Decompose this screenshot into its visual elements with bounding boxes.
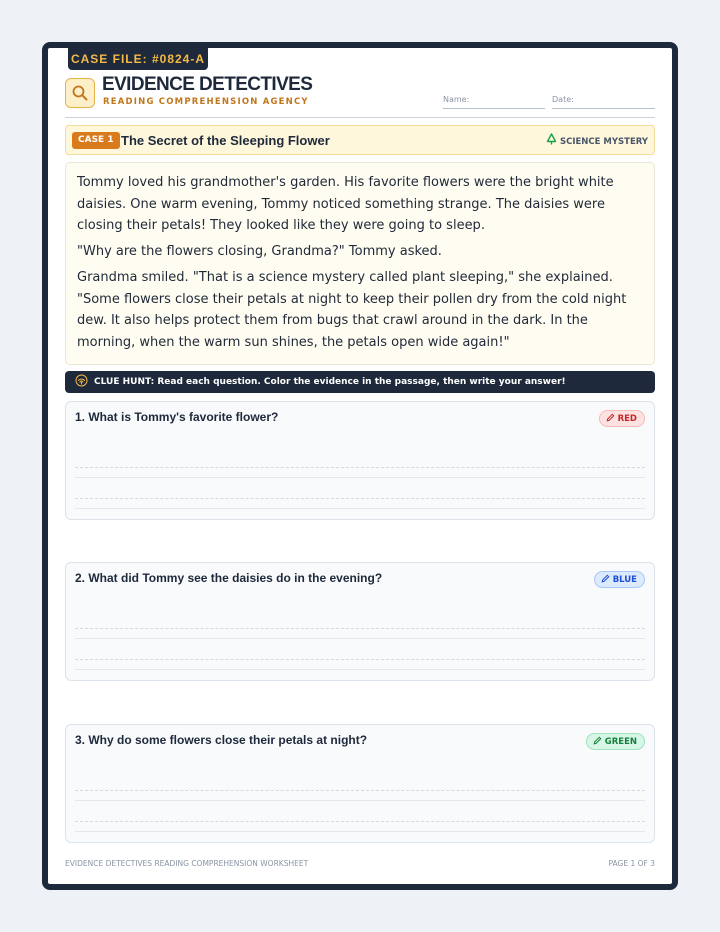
brand-title: EVIDENCE DETECTIVES: [102, 74, 313, 95]
tag-label: BLUE: [612, 574, 637, 585]
answer-line[interactable]: [75, 638, 645, 639]
date-label: Date:: [552, 95, 574, 104]
case-badge: CASE 1: [72, 132, 120, 149]
answer-line[interactable]: [75, 669, 645, 670]
answer-line[interactable]: [75, 467, 645, 468]
color-tag-red: [599, 410, 645, 427]
genre-text: SCIENCE MYSTERY: [559, 136, 648, 147]
pencil-icon: [601, 574, 610, 586]
color-tag-blue: [594, 571, 645, 588]
passage-paragraph: Grandma smiled. "That is a science mystery called plant sleeping," she explained. "Some flowers close their petals at night to keep their pollen dry from the cold night dew. It also helps protect them from bugs that crawl around in the dark. In the morning, when the warm sun shines, the petals open wide again!": [77, 269, 627, 350]
answer-line[interactable]: [75, 628, 645, 629]
date-field[interactable]: [552, 108, 655, 109]
answer-line[interactable]: [75, 800, 645, 801]
tag-label: GREEN: [604, 736, 637, 747]
question-text: 1. What is Tommy's favorite flower?: [75, 410, 279, 424]
brand-subtitle: READING COMPREHENSION AGENCY: [103, 97, 309, 107]
color-tag-green: [586, 733, 645, 750]
fingerprint-icon: [75, 374, 88, 390]
case-header: [65, 125, 655, 155]
page-number: PAGE 1 OF 3: [608, 859, 655, 868]
passage-paragraph: "Why are the flowers closing, Grandma?" Tommy asked.: [77, 244, 442, 260]
worksheet-page: [42, 42, 678, 890]
tag-label: RED: [617, 413, 637, 424]
passage-paragraph: Tommy loved his grandmother's garden. His favorite flowers were the bright white daisies. One warm evening, Tommy noticed something strange. The daisies were closing their petals! They looked like they were going to sleep.: [77, 175, 614, 234]
genre-label: [546, 133, 648, 150]
answer-line[interactable]: [75, 498, 645, 499]
name-label: Name:: [443, 95, 470, 104]
answer-line[interactable]: [75, 508, 645, 509]
question-card: [65, 562, 655, 681]
question-text: 3. Why do some flowers close their petals at night?: [75, 733, 368, 747]
clue-hunt-banner: [65, 371, 655, 393]
answer-line[interactable]: [75, 790, 645, 791]
case-title: The Secret of the Sleeping Flower: [121, 133, 330, 148]
magnifier-icon: [65, 78, 95, 108]
case-file-tab: CASE FILE: #0824-A: [68, 48, 208, 70]
question-card: [65, 724, 655, 843]
question-text: 2. What did Tommy see the daisies do in the evening?: [75, 571, 383, 585]
answer-line[interactable]: [75, 821, 645, 822]
question-card: [65, 401, 655, 520]
footer-title: EVIDENCE DETECTIVES READING COMPREHENSION WORKSHEET: [65, 859, 309, 868]
name-field[interactable]: [443, 108, 545, 109]
tree-icon: [546, 133, 557, 150]
answer-line[interactable]: [75, 477, 645, 478]
pencil-icon: [606, 413, 615, 425]
answer-line[interactable]: [75, 659, 645, 660]
header-divider: [65, 117, 655, 118]
pencil-icon: [593, 736, 602, 748]
clue-hunt-text: CLUE HUNT: Read each question. Color the evidence in the passage, then write your answer!: [94, 377, 566, 387]
answer-line[interactable]: [75, 831, 645, 832]
story-passage: [65, 162, 655, 365]
